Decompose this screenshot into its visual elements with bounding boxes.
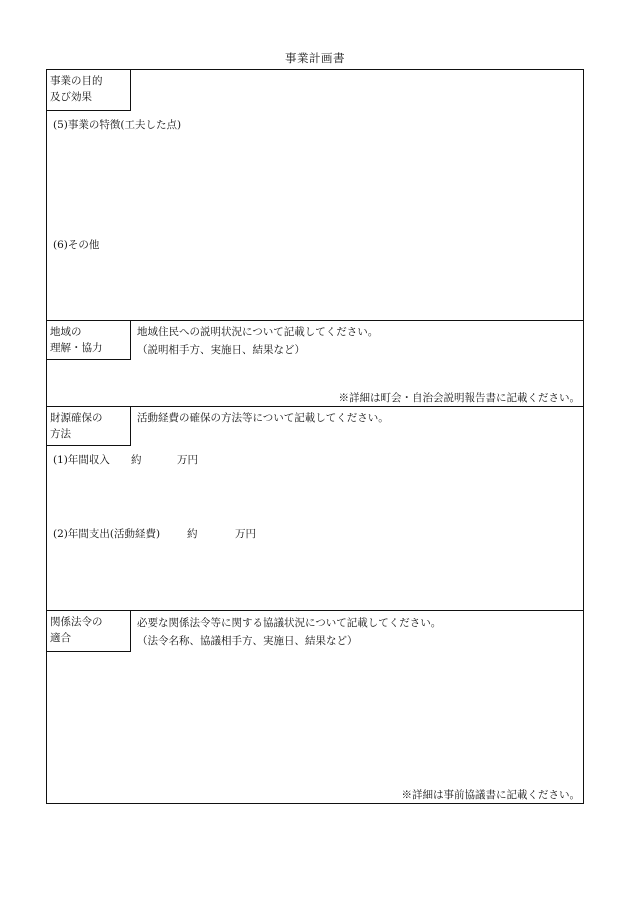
community-section (47, 320, 583, 406)
community-label-line2: 理解・協力 (50, 342, 103, 354)
regulations-label-line1: 関係法令の (50, 616, 103, 628)
annual-income-approx: 約 (131, 454, 142, 466)
document-title: 事業計画書 (285, 51, 345, 65)
funding-label (47, 407, 131, 446)
regulations-label-line2: 適合 (50, 632, 71, 644)
regulations-sub-instruction: （法令名称、協議相手方、実施日、結果など） (137, 635, 358, 647)
regulations-note: ※詳細は事前協議書に記載ください。 (401, 789, 580, 801)
regulations-section (47, 610, 583, 802)
business-plan-form (46, 69, 584, 804)
funding-instruction: 活動経費の確保の方法等について記載してください。 (137, 412, 389, 424)
annual-expense-label: (2)年間支出(活動経費) (53, 528, 161, 540)
annual-income-label: (1)年間収入 (53, 454, 110, 466)
purpose-label-line1: 事業の目的 (50, 75, 103, 87)
annual-income-unit: 万円 (177, 454, 198, 466)
funding-section (47, 406, 583, 610)
purpose-item-5: (5)事業の特徴(工夫した点) (53, 119, 182, 131)
annual-expense-unit: 万円 (235, 528, 256, 540)
funding-label-line2: 方法 (50, 428, 71, 440)
purpose-label (47, 70, 131, 111)
annual-expense-approx: 約 (187, 528, 198, 540)
purpose-item-6: (6)その他 (53, 239, 100, 251)
community-label-line1: 地域の (50, 326, 82, 338)
regulations-label (47, 611, 131, 652)
purpose-label-line2: 及び効果 (50, 91, 92, 103)
purpose-section (47, 70, 583, 320)
community-instruction: 地域住民への説明状況について記載してください。 (137, 326, 379, 338)
community-sub-instruction: （説明相手方、実施日、結果など） (137, 344, 305, 356)
funding-label-line1: 財源確保の (50, 412, 103, 424)
regulations-instruction: 必要な関係法令等に関する協議状況について記載してください。 (137, 617, 442, 629)
community-label (47, 321, 131, 360)
community-note: ※詳細は町会・自治会説明報告書に記載ください。 (338, 392, 580, 404)
